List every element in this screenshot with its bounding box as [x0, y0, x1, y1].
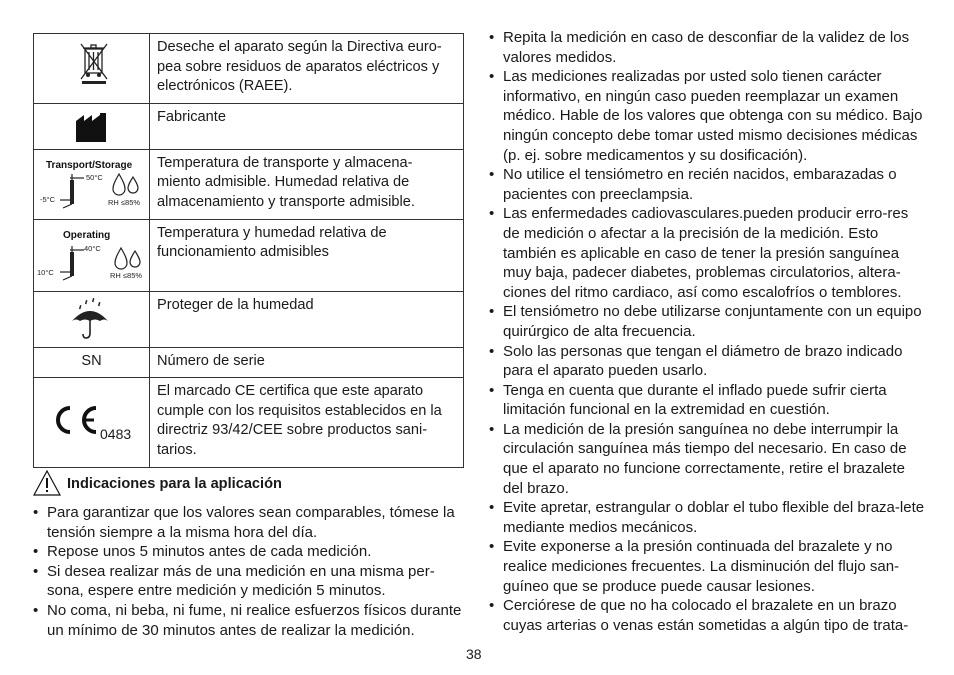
symbol-desc: Temperatura de transporte y almacena-miento admisible. Humedad relativa de almacenamiento y transporte admisible. [150, 149, 464, 219]
symbol-row-umbrella [34, 291, 464, 347]
application-instructions-header [33, 470, 465, 500]
list-item: • La medición de la presión sanguínea no debe interrumpir la circulación sanguínea más tiempo del necesario. En caso de que el aparato no funcione correctamente, retire el brazalete del brazo. [489, 420, 907, 497]
symbol-row-weee [34, 34, 464, 104]
list-item: • Repita la medición en caso de desconfiar de la validez de los valores medidos. [489, 29, 910, 66]
weee-bin-icon [79, 42, 109, 84]
symbol-desc: Fabricante [150, 103, 464, 149]
serial-number-symbol: SN [34, 347, 150, 378]
bullet: • [33, 562, 39, 580]
symbols-table-container [33, 33, 465, 468]
list-item: • Evite exponerse a la presión continuada del brazalete y no realice mediciones frecuentes. La disminución del flujo san-guíneo que se produce puede causar lesiones. [489, 538, 900, 595]
humidity-icon [112, 172, 142, 198]
symbol-row-serial [34, 347, 464, 378]
symbols-table [33, 33, 464, 468]
section-title: Indicaciones para la aplicación [67, 476, 282, 492]
bullet: • [33, 543, 39, 561]
bullet: • [33, 504, 39, 521]
page-number: 38 [466, 646, 482, 662]
bullet: • [489, 303, 495, 321]
left-bullet-list [33, 503, 465, 640]
temp-max: 50°C [86, 172, 103, 182]
list-item: • Las mediciones realizadas por usted solo tienen carácter informativo, en ningún caso pueden reemplazar un examen médico. Hable de los valores que obtenga con su médico. Bajo ningún concepto debe tomar usted mismo decisiones médicas (p. ej. sobre medicamentos y su dosificación). [489, 68, 923, 164]
humidity-limit: RH ≤85% [108, 197, 141, 207]
transport-storage-label: Transport/Storage [46, 159, 133, 171]
right-bullet-list [489, 28, 929, 635]
list-item: • Para garantizar que los valores sean comparables, tómese la tensión siempre a la misma hora del día. [33, 504, 455, 541]
symbol-row-ce [34, 378, 464, 467]
bullet: • [489, 420, 495, 438]
list-item: • Solo las personas que tengan el diámetro de brazo indicado para el aparato pueden usarlo. [489, 342, 903, 380]
list-item: • No utilice el tensiómetro en recién nacidos, embarazadas o pacientes con preeclampsia. [489, 166, 897, 203]
humidity-limit: RH ≤85% [110, 270, 143, 280]
humidity-icon [114, 246, 144, 272]
bullet: • [489, 538, 495, 556]
symbol-desc: Deseche el aparato según la Directiva euro-pea sobre residuos de aparatos eléctricos y electrónicos (RAEE). [150, 34, 464, 104]
list-item: • Tenga en cuenta que durante el inflado puede sufrir cierta limitación funcional en la extremidad en cuestión. [489, 381, 887, 419]
symbol-row-manufacturer [34, 103, 464, 149]
operating-label: Operating [63, 229, 111, 241]
warning-icon [33, 470, 61, 496]
temp-max: 40°C [84, 243, 101, 253]
bullet: • [489, 342, 495, 360]
symbol-row-operating [34, 219, 464, 291]
list-item: • Las enfermedades cadiovasculares.pueden producir erro-res de medición o afectar a la precisión de la medición. Esto también es aplicable en caso de tener la presión sanguínea muy baja, padecer diabetes, problemas circulatorios, altera-ciones del ritmo cardiaco, así como escalofríos o temblores. [489, 205, 909, 301]
temp-min: -5°C [40, 194, 56, 204]
bullet: • [33, 601, 39, 619]
bullet: • [489, 205, 495, 223]
list-item: • Si desea realizar más de una medición en una misma per-sona, espere entre medición y medición 5 minutos. [33, 562, 435, 600]
manufacturer-icon [74, 111, 110, 143]
symbol-desc: El marcado CE certifica que este aparato cumple con los requisitos establecidos en la directriz 93/42/CEE sobre productos sani-tarios. [150, 378, 464, 467]
bullet: • [489, 68, 495, 86]
list-item: • Repose unos 5 minutos antes de cada medición. [33, 543, 372, 561]
bullet: • [489, 29, 495, 46]
list-item: • Cerciórese de que no ha colocado el brazalete en un brazo cuyas arterias o venas están sometidas a algún tipo de trata- [489, 597, 909, 634]
symbol-row-transport-storage [34, 149, 464, 219]
bullet: • [489, 499, 495, 517]
bullet: • [489, 597, 495, 615]
list-item: • El tensiómetro no debe utilizarse conjuntamente con un equipo quirúrgico de alta frecuencia. [489, 303, 922, 340]
symbol-desc: Número de serie [150, 347, 464, 378]
list-item: • No coma, ni beba, ni fume, ni realice esfuerzos físicos durante un mínimo de 30 minutos antes de realizar la medición. [33, 601, 462, 639]
list-item: • Evite apretar, estrangular o doblar el tubo flexible del braza-lete mediante medios mecánicos. [489, 499, 925, 536]
bullet: • [489, 166, 495, 184]
ce-number: 0483 [100, 426, 132, 443]
ce-mark-icon [46, 405, 100, 435]
umbrella-icon [70, 297, 110, 341]
temp-min: 10°C [37, 267, 54, 277]
bullet: • [489, 381, 495, 399]
symbol-desc: Proteger de la humedad [150, 291, 464, 347]
symbol-desc: Temperatura y humedad relativa de funcionamiento admisibles [150, 219, 464, 291]
